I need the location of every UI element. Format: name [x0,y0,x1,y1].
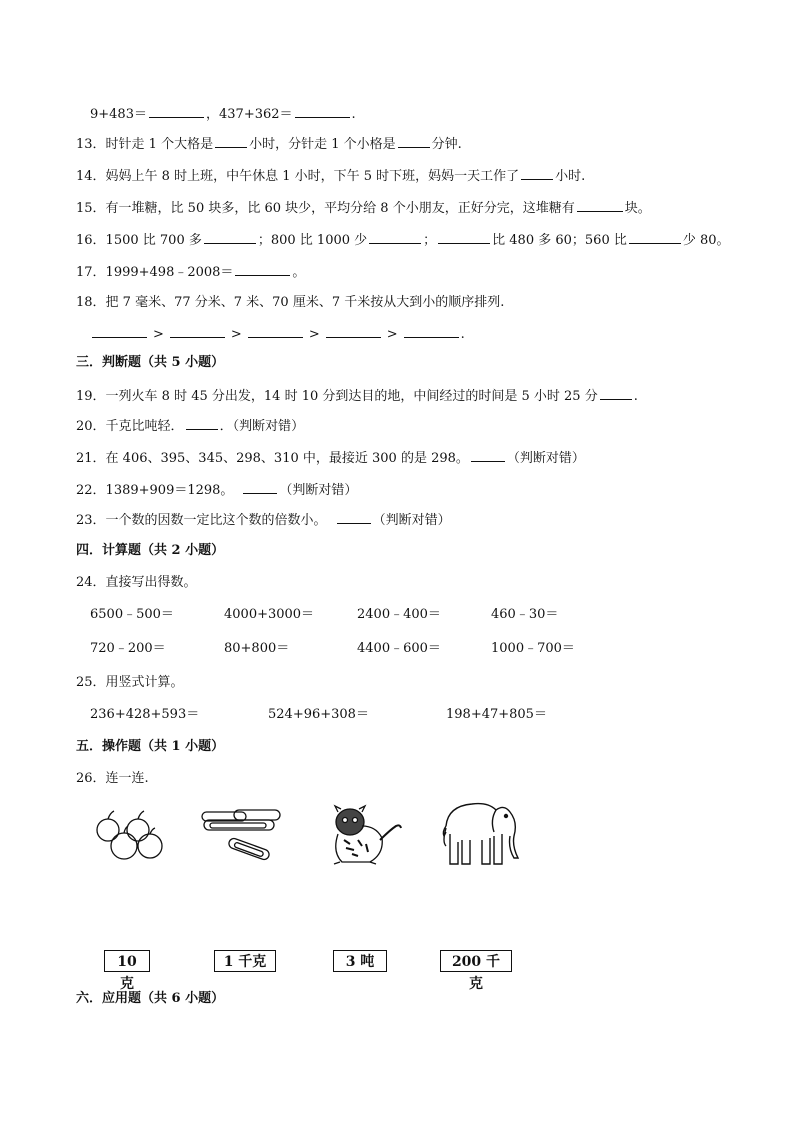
section-3-title: 三．判断题（共 5 小题） [76,355,225,370]
q18-answer-row [90,324,465,344]
question-number: 19． [76,389,106,404]
calc-item: 80+800＝ [224,641,290,656]
section-4-title: 四．计算题（共 2 小题） [76,543,225,558]
question-text: 连一连. [105,771,149,786]
answer-blank[interactable] [398,134,430,148]
question-14 [76,166,585,186]
answer-blank[interactable] [186,416,218,430]
section-6-title: 六．应用题（共 6 小题） [76,991,225,1006]
question-number: 22． [76,483,106,498]
calc-item: 6500﹣500＝ [90,607,174,622]
paper-clips-image[interactable] [198,806,286,864]
greater-than-sign: > [153,327,164,342]
answer-blank[interactable] [326,324,381,338]
question-text: （判断对错） [372,513,451,528]
question-23 [76,510,451,530]
elephant-image[interactable] [432,796,524,870]
question-number: 25． [76,675,106,690]
answer-blank[interactable] [521,166,553,180]
weight-box-1kg[interactable]: 1 千克 [214,950,276,972]
answer-blank[interactable] [243,480,277,494]
calc-item: 1000﹣700＝ [491,641,575,656]
q12-expr-a: 9+483＝ [90,107,147,122]
question-number: 24． [76,575,106,590]
question-text: ； [423,233,437,248]
calc-item: 720﹣200＝ [90,641,166,656]
question-text: 1389+909＝1298。 [105,483,234,498]
q12-line [90,104,356,124]
question-26 [76,770,149,788]
question-13 [76,134,462,154]
question-text: 一列火车 8 时 45 分出发，14 时 10 分到达目的地，中间经过的时间是 5 小时 25 分 [105,389,598,404]
question-24 [76,574,197,592]
answer-blank[interactable] [215,134,247,148]
greater-than-sign: > [230,327,242,342]
question-number: 13． [76,137,106,152]
greater-than-sign: > [386,327,398,342]
question-16 [76,230,730,250]
vertical-calc-item: 524+96+308＝ [268,707,369,722]
calc-item: 4000+3000＝ [224,607,315,622]
separator: ， [205,107,219,122]
apples-image[interactable] [92,806,170,864]
answer-blank[interactable] [471,448,505,462]
question-text: （判断对错） [506,451,585,466]
question-text: 1999+498﹣2008＝ [105,265,234,280]
question-text: 。 [292,265,306,280]
question-number: 14． [76,169,106,184]
question-21 [76,448,585,468]
question-text: . [633,389,638,404]
answer-blank[interactable] [149,104,204,118]
section-5-title: 五．操作题（共 1 小题） [76,739,225,754]
answer-blank[interactable] [629,230,681,244]
calc-item: 460﹣30＝ [491,607,559,622]
question-text: 1500 比 700 多 [105,233,202,248]
question-number: 17． [76,265,106,280]
answer-blank[interactable] [295,104,350,118]
question-text: 把 7 毫米、77 分米、7 米、70 厘米、7 千米按从大到小的顺序排列. [105,295,505,310]
weight-box-3t[interactable]: 3 吨 [333,950,387,972]
question-20 [76,416,304,436]
weight-box-10g[interactable]: 10 克 [104,950,150,972]
vertical-calc-item: 236+428+593＝ [90,707,200,722]
question-text: 小时. [555,169,586,184]
answer-blank[interactable] [170,324,225,338]
greater-than-sign: > [308,327,320,342]
answer-blank[interactable] [369,230,421,244]
period: . [351,107,356,122]
q12-expr-b: 437+362＝ [219,107,293,122]
answer-blank[interactable] [600,386,632,400]
calc-item: 2400﹣400＝ [357,607,441,622]
question-number: 21． [76,451,106,466]
question-text: 妈妈上午 8 时上班，中午休息 1 小时，下午 5 时下班，妈妈一天工作了 [105,169,520,184]
answer-blank[interactable] [248,324,303,338]
answer-blank[interactable] [577,198,623,212]
question-text: 小时，分针走 1 个小格是 [249,137,396,152]
period: . [460,327,465,342]
answer-blank[interactable] [92,324,147,338]
question-text: 块。 [624,201,651,216]
calc-item: 4400﹣600＝ [357,641,441,656]
answer-blank[interactable] [235,262,290,276]
tiger-image[interactable] [322,800,402,868]
question-22 [76,480,357,500]
question-text: 一个数的因数一定比这个数的倍数小。 [105,513,327,528]
question-15 [76,198,651,218]
weight-box-200kg[interactable]: 200 千克 [440,950,512,972]
question-text: ；800 比 1000 少 [257,233,368,248]
question-25 [76,674,184,692]
question-text: 比 480 多 60；560 比 [492,233,627,248]
answer-blank[interactable] [404,324,459,338]
question-text: 时针走 1 个大格是 [105,137,214,152]
question-number: 20． [76,419,106,434]
question-text: 千克比吨轻． [105,419,184,434]
question-number: 26． [76,771,106,786]
question-18 [76,294,504,312]
question-text: 在 406、395、345、298、310 中，最接近 300 的是 298。 [105,451,469,466]
question-text: 用竖式计算。 [105,675,184,690]
question-text: 直接写出得数。 [105,575,197,590]
question-text: （判断对错） [279,483,358,498]
question-text: 少 80。 [682,233,730,248]
question-number: 16． [76,233,106,248]
question-number: 15． [76,201,106,216]
answer-blank[interactable] [337,510,371,524]
question-text: ．（判断对错） [219,419,305,434]
question-number: 18． [76,295,106,310]
vertical-calc-item: 198+47+805＝ [446,707,547,722]
answer-blank[interactable] [438,230,490,244]
question-17 [76,262,305,282]
question-text: 分钟. [431,137,462,152]
question-text: 有一堆糖，比 50 块多，比 60 块少，平均分给 8 个小朋友，正好分完，这堆糖有 [105,201,575,216]
answer-blank[interactable] [204,230,256,244]
question-19 [76,386,638,406]
question-number: 23． [76,513,106,528]
